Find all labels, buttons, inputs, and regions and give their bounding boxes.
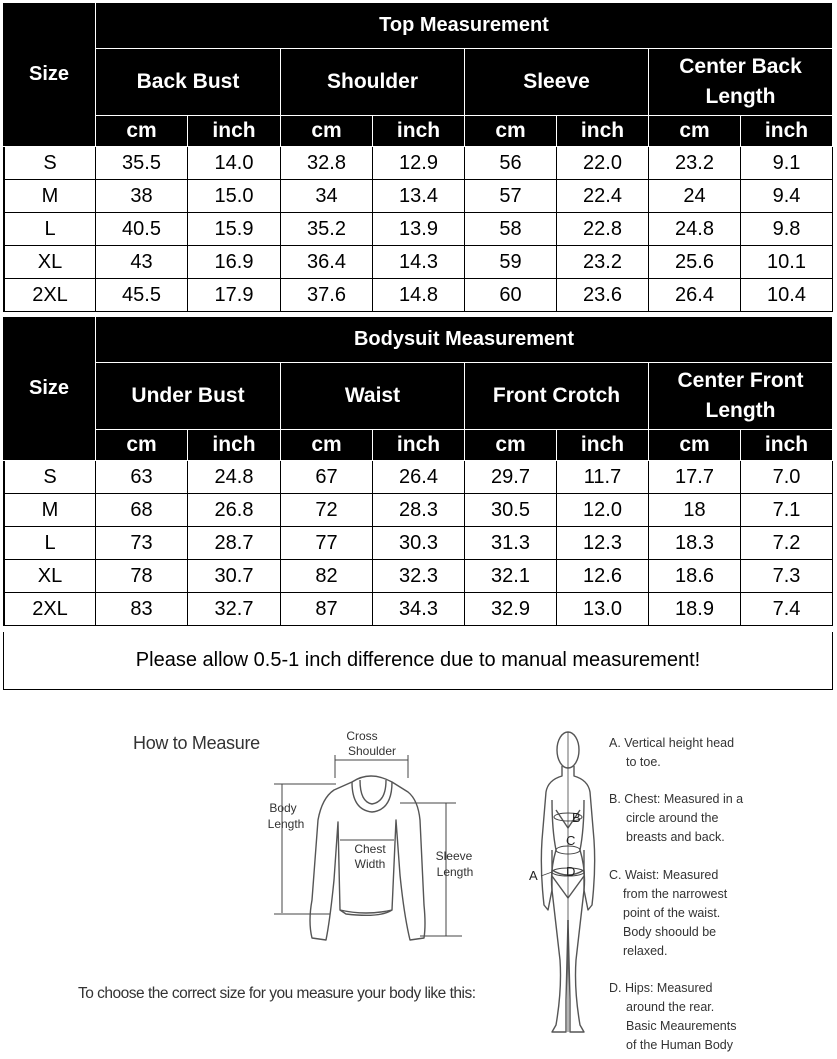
chest-width-label-1: Chest (354, 842, 386, 856)
body-length-label-2: Length (267, 817, 305, 831)
table-cell: 17.9 (188, 279, 281, 312)
table-cell: 12.3 (557, 527, 649, 560)
table-cell: 23.2 (557, 246, 649, 279)
size-cell: M (3, 180, 96, 213)
marker-d: D (566, 864, 576, 879)
unit-header: inch (373, 430, 465, 461)
unit-header: cm (281, 430, 373, 461)
marker-a: A (529, 868, 538, 883)
column-group-header: Back Bust (96, 49, 281, 116)
unit-header: inch (741, 116, 833, 147)
table-cell: 13.0 (557, 593, 649, 626)
table-cell: 14.8 (373, 279, 465, 312)
table-cell: 23.6 (557, 279, 649, 312)
column-group-header: Center Back Length (649, 49, 833, 116)
table-cell: 22.8 (557, 213, 649, 246)
legend-b-line: B. Chest: Measured in a (609, 792, 744, 806)
table-cell: 15.9 (188, 213, 281, 246)
legend-d-line: around the rear. (626, 1000, 715, 1014)
table-cell: 24.8 (188, 461, 281, 494)
table-cell: 12.0 (557, 494, 649, 527)
unit-header: inch (741, 430, 833, 461)
legend-a-line: to toe. (626, 755, 661, 769)
table-cell: 7.1 (741, 494, 833, 527)
table-cell: 10.4 (741, 279, 833, 312)
legend-c-line: point of the waist. (623, 906, 721, 920)
table-cell: 7.3 (741, 560, 833, 593)
size-cell: XL (3, 560, 96, 593)
column-group-header: Waist (281, 363, 465, 430)
table-cell: 26.4 (373, 461, 465, 494)
table-cell: 60 (465, 279, 557, 312)
table-cell: 16.9 (188, 246, 281, 279)
table-cell: 22.0 (557, 147, 649, 180)
table-cell: 30.3 (373, 527, 465, 560)
table-cell: 43 (96, 246, 188, 279)
unit-header: cm (649, 116, 741, 147)
legend-c (609, 866, 727, 961)
table-cell: 32.1 (465, 560, 557, 593)
table-cell: 68 (96, 494, 188, 527)
size-cell: XL (3, 246, 96, 279)
table-cell: 13.9 (373, 213, 465, 246)
body-length-label-1: Body (269, 801, 297, 815)
table-cell: 9.4 (741, 180, 833, 213)
table-cell: 28.3 (373, 494, 465, 527)
table-cell: 24.8 (649, 213, 741, 246)
table-cell: 32.7 (188, 593, 281, 626)
size-cell: 2XL (3, 279, 96, 312)
size-header: Size (3, 317, 96, 461)
table-cell: 73 (96, 527, 188, 560)
size-cell: L (3, 213, 96, 246)
table-cell: 30.5 (465, 494, 557, 527)
table-cell: 57 (465, 180, 557, 213)
unit-header: cm (465, 116, 557, 147)
table-cell: 17.7 (649, 461, 741, 494)
column-group-header: Center Front Length (649, 363, 833, 430)
legend-c-line: C. Waist: Measured (609, 868, 719, 882)
table-cell: 7.0 (741, 461, 833, 494)
table-cell: 35.5 (96, 147, 188, 180)
unit-header: inch (557, 430, 649, 461)
table-cell: 29.7 (465, 461, 557, 494)
table-cell: 12.9 (373, 147, 465, 180)
table-cell: 32.9 (465, 593, 557, 626)
chest-width-label-2: Width (354, 857, 386, 871)
sleeve-length-label-2: Length (436, 865, 474, 879)
unit-header: inch (373, 116, 465, 147)
column-group-header: Shoulder (281, 49, 465, 116)
table-cell: 7.4 (741, 593, 833, 626)
legend-c-line: relaxed. (623, 944, 668, 958)
table-cell: 18.9 (649, 593, 741, 626)
table-cell: 23.2 (649, 147, 741, 180)
legend-d-line: D. Hips: Measured (609, 981, 713, 995)
table-cell: 32.8 (281, 147, 373, 180)
table-cell: 34.3 (373, 593, 465, 626)
table-cell: 14.0 (188, 147, 281, 180)
table-cell: 78 (96, 560, 188, 593)
table-cell: 34 (281, 180, 373, 213)
marker-b: B (572, 810, 581, 825)
table-cell: 82 (281, 560, 373, 593)
legend-b-line: breasts and back. (626, 830, 725, 844)
table-cell: 83 (96, 593, 188, 626)
unit-header: cm (281, 116, 373, 147)
table-cell: 35.2 (281, 213, 373, 246)
how-to-measure-title: How to Measure (133, 733, 260, 753)
table-cell: 10.1 (741, 246, 833, 279)
unit-header: inch (188, 116, 281, 147)
table-cell: 11.7 (557, 461, 649, 494)
table-cell: 24 (649, 180, 741, 213)
unit-header: cm (465, 430, 557, 461)
table-cell: 67 (281, 461, 373, 494)
table-cell: 18.6 (649, 560, 741, 593)
legend-d (609, 979, 736, 1055)
size-cell: S (3, 147, 96, 180)
table-cell: 26.4 (649, 279, 741, 312)
table-cell: 25.6 (649, 246, 741, 279)
unit-header: inch (188, 430, 281, 461)
unit-header: cm (96, 430, 188, 461)
legend-b-line: circle around the (626, 811, 719, 825)
size-cell: S (3, 461, 96, 494)
table-cell: 18 (649, 494, 741, 527)
size-cell: 2XL (3, 593, 96, 626)
table-cell: 37.6 (281, 279, 373, 312)
cross-shoulder-label-2: Shoulder (347, 744, 397, 758)
table-cell: 12.6 (557, 560, 649, 593)
table-cell: 58 (465, 213, 557, 246)
table-cell: 13.4 (373, 180, 465, 213)
size-header: Size (3, 3, 96, 147)
legend-c-line: Body shoould be (623, 925, 717, 939)
table-cell: 77 (281, 527, 373, 560)
measurement-note: Please allow 0.5-1 inch difference due to manual measurement! (3, 632, 833, 690)
table-cell: 45.5 (96, 279, 188, 312)
legend-c-line: from the narrowest (623, 887, 728, 901)
table-cell: 26.8 (188, 494, 281, 527)
table-cell: 14.3 (373, 246, 465, 279)
legend-d-line: of the Human Body (626, 1038, 734, 1052)
table-cell: 9.8 (741, 213, 833, 246)
size-cell: L (3, 527, 96, 560)
table-cell: 7.2 (741, 527, 833, 560)
size-cell: M (3, 494, 96, 527)
table-title: Bodysuit Measurement (96, 317, 833, 363)
table-cell: 22.4 (557, 180, 649, 213)
table-cell: 40.5 (96, 213, 188, 246)
legend-a (609, 734, 734, 772)
table-cell: 30.7 (188, 560, 281, 593)
column-group-header: Under Bust (96, 363, 281, 430)
table-cell: 38 (96, 180, 188, 213)
table-cell: 36.4 (281, 246, 373, 279)
table-cell: 15.0 (188, 180, 281, 213)
column-group-header: Front Crotch (465, 363, 649, 430)
marker-c: C (566, 833, 576, 848)
legend-a-line: A. Vertical height head (609, 736, 735, 750)
choose-size-text: To choose the correct size for you measure your body like this: (78, 985, 476, 1002)
column-group-header: Sleeve (465, 49, 649, 116)
table-cell: 18.3 (649, 527, 741, 560)
table-cell: 56 (465, 147, 557, 180)
unit-header: cm (96, 116, 188, 147)
table-title: Top Measurement (96, 3, 833, 49)
table-cell: 31.3 (465, 527, 557, 560)
unit-header: inch (557, 116, 649, 147)
table-cell: 28.7 (188, 527, 281, 560)
table-cell: 87 (281, 593, 373, 626)
table-cell: 63 (96, 461, 188, 494)
table-cell: 9.1 (741, 147, 833, 180)
table-cell: 72 (281, 494, 373, 527)
legend-b (609, 790, 743, 847)
unit-header: cm (649, 430, 741, 461)
sleeve-length-label-1: Sleeve (435, 849, 473, 863)
cross-shoulder-label-1: Cross (346, 729, 378, 743)
table-cell: 59 (465, 246, 557, 279)
legend-d-line: Basic Meaurements (626, 1019, 737, 1033)
table-cell: 32.3 (373, 560, 465, 593)
